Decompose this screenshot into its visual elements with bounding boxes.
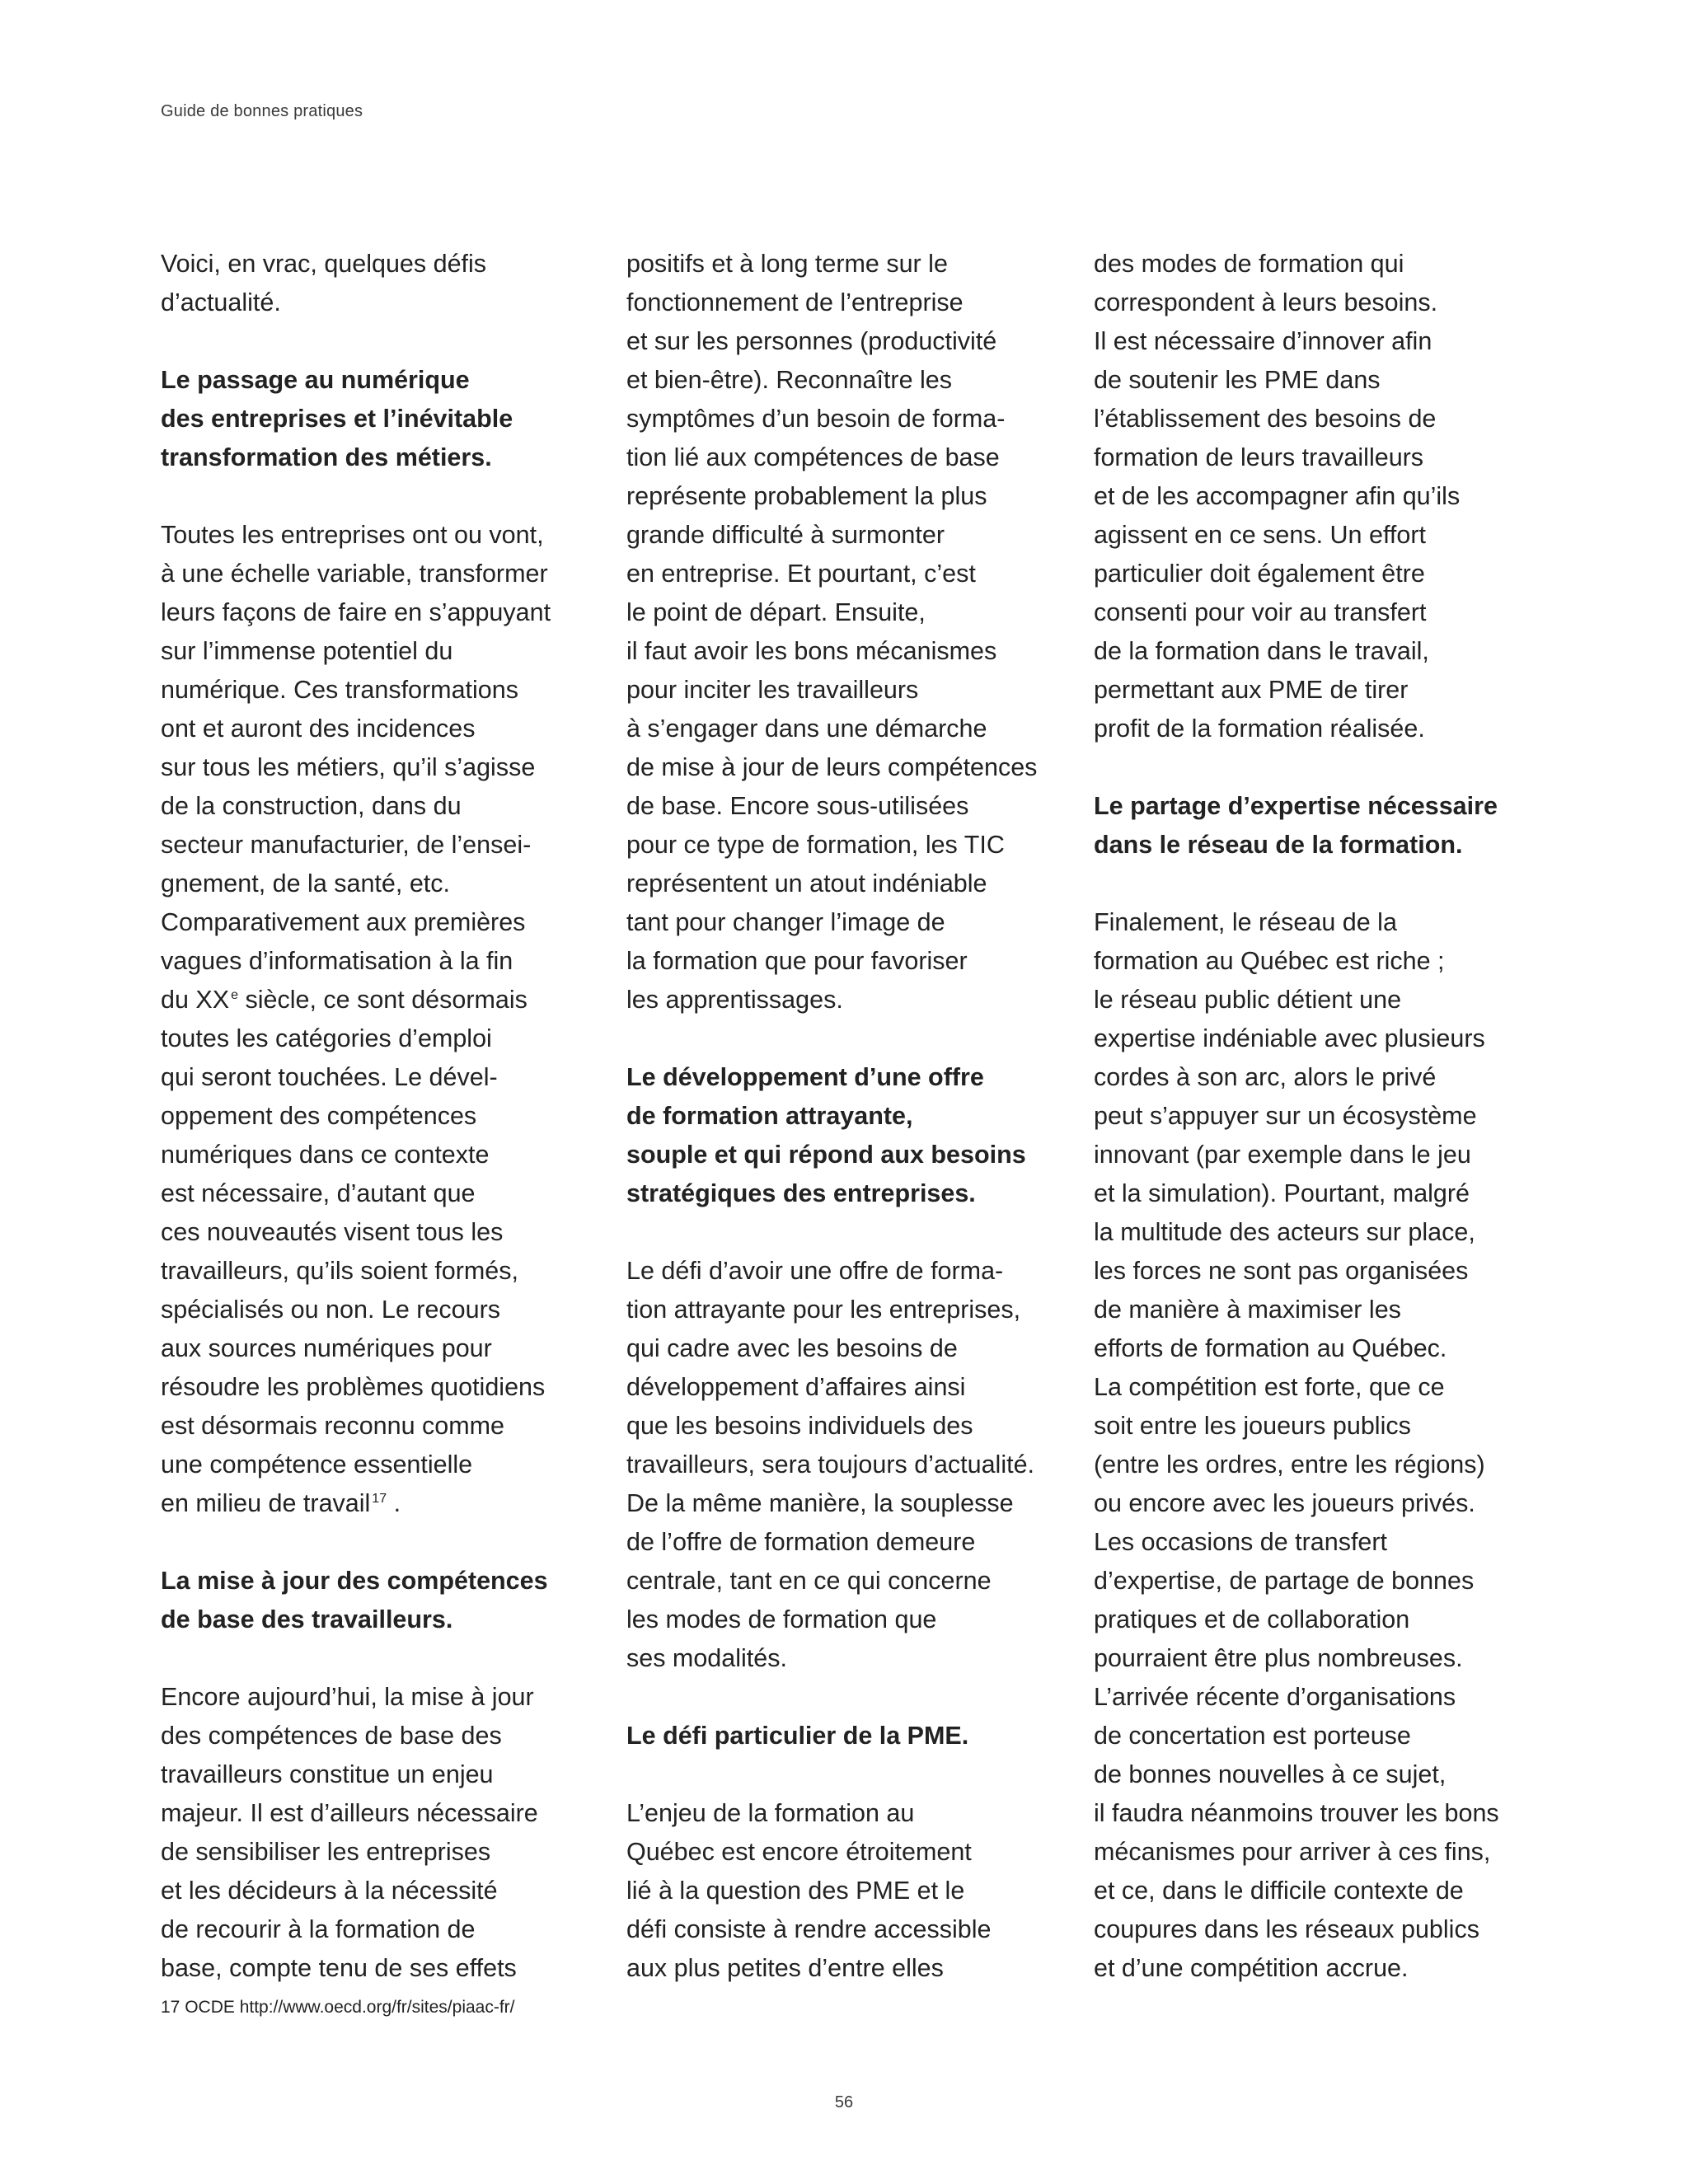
line-text: de bonnes nouvelles à ce sujet, [1094, 1760, 1447, 1788]
body-text-line [161, 865, 589, 903]
line-text: le réseau public détient une [1094, 986, 1402, 1014]
line-text: positifs et à long terme sur le [626, 250, 948, 278]
body-text-line [1094, 1368, 1522, 1407]
line-text: Le défi d’avoir une offre de forma- [626, 1257, 1004, 1285]
section-heading-line [1094, 787, 1522, 826]
footnote: 17 OCDE http://www.oecd.org/fr/sites/piaac-fr/ [161, 1998, 515, 2017]
line-text: centrale, tant en ce qui concerne [626, 1567, 992, 1595]
line-text: d’expertise, de partage de bonnes [1094, 1567, 1475, 1595]
line-text: est désormais reconnu comme [161, 1412, 505, 1440]
line-text: Encore aujourd’hui, la mise à jour [161, 1683, 534, 1711]
body-text-line [161, 1484, 589, 1523]
line-text: tion lié aux compétences de base [626, 443, 1000, 471]
line-text: ses modalités. [626, 1644, 787, 1672]
paragraph-gap [161, 322, 589, 361]
body-text-line [626, 516, 1055, 555]
line-text: pour ce type de formation, les TIC [626, 831, 1005, 859]
line-text: profit de la formation réalisée. [1094, 715, 1425, 743]
body-text-line [1094, 1058, 1522, 1097]
body-text-line [161, 1368, 589, 1407]
line-text: à une échelle variable, transformer [161, 560, 548, 588]
line-text: L’arrivée récente d’organisations [1094, 1683, 1456, 1711]
line-text: de base. Encore sous-utilisées [626, 792, 969, 820]
body-text-line [626, 710, 1055, 748]
line-text: des compétences de base des [161, 1722, 502, 1750]
body-text-line [1094, 516, 1522, 555]
body-text-line [1094, 632, 1522, 671]
body-text-line [626, 322, 1055, 361]
line-text: secteur manufacturier, de l’ensei- [161, 831, 532, 859]
line-text: de recourir à la formation de [161, 1915, 476, 1943]
line-text: mécanismes pour arriver à ces fins, [1094, 1838, 1491, 1866]
body-text-line [1094, 1291, 1522, 1329]
line-text: sur l’immense potentiel du [161, 637, 453, 665]
line-text: en milieu de travail [161, 1489, 371, 1517]
line-text: pratiques et de collaboration [1094, 1605, 1410, 1633]
line-text: Le défi particulier de la PME. [626, 1722, 969, 1750]
body-text-line [626, 1407, 1055, 1446]
line-text: cordes à son arc, alors le privé [1094, 1063, 1437, 1091]
line-text: agissent en ce sens. Un effort [1094, 521, 1426, 549]
line-text: L’enjeu de la formation au [626, 1799, 915, 1827]
body-text-line [161, 1174, 589, 1213]
paragraph-gap [626, 1755, 1055, 1794]
body-text-line [626, 865, 1055, 903]
body-text-line [1094, 1794, 1522, 1833]
body-text-line [161, 1910, 589, 1949]
line-text: particulier doit également être [1094, 560, 1425, 588]
body-text-line [1094, 361, 1522, 400]
line-text: travailleurs, qu’ils soient formés, [161, 1257, 518, 1285]
body-text-line [1094, 1601, 1522, 1639]
line-text: l’établissement des besoins de [1094, 405, 1437, 433]
body-text-line [1094, 671, 1522, 710]
body-text-line [1094, 438, 1522, 477]
paragraph-gap [626, 1213, 1055, 1252]
body-text-line [626, 981, 1055, 1019]
line-text: et la simulation). Pourtant, malgré [1094, 1179, 1470, 1207]
line-text: Comparativement aux premières [161, 908, 526, 936]
section-heading-line [161, 400, 589, 438]
body-text-line [1094, 1523, 1522, 1562]
line-text: les apprentissages. [626, 986, 843, 1014]
line-text: développement d’affaires ainsi [626, 1373, 966, 1401]
paragraph-gap [626, 1678, 1055, 1717]
line-text: Le partage d’expertise nécessaire [1094, 792, 1498, 820]
line-text: De la même manière, la souplesse [626, 1489, 1014, 1517]
line-text: lié à la question des PME et le [626, 1877, 965, 1905]
body-text-line [1094, 981, 1522, 1019]
text-column-3 [1094, 245, 1522, 1988]
body-text-line [626, 1872, 1055, 1910]
body-text-line [1094, 245, 1522, 284]
line-text: stratégiques des entreprises. [626, 1179, 976, 1207]
line-text: numériques dans ce contexte [161, 1141, 490, 1169]
line-text: Toutes les entreprises ont ou vont, [161, 521, 544, 549]
line-text: fonctionnement de l’entreprise [626, 288, 964, 316]
paragraph-gap [1094, 865, 1522, 903]
body-text-line [1094, 942, 1522, 981]
body-text-line [1094, 1639, 1522, 1678]
line-text: la formation que pour favoriser [626, 947, 968, 975]
line-text: aux plus petites d’entre elles [626, 1954, 944, 1982]
body-text-line [1094, 322, 1522, 361]
body-text-line [161, 748, 589, 787]
line-text: Le passage au numérique [161, 366, 470, 394]
line-text: et bien-être). Reconnaître les [626, 366, 953, 394]
section-heading-line [626, 1717, 1055, 1755]
line-text: qui seront touchées. Le dével- [161, 1063, 498, 1091]
body-text-line [161, 1097, 589, 1136]
superscript: 17 [372, 1491, 387, 1506]
body-text-line [626, 1639, 1055, 1678]
body-text-line [626, 1329, 1055, 1368]
line-text: ou encore avec les joueurs privés. [1094, 1489, 1475, 1517]
body-text-line [626, 1833, 1055, 1872]
line-text: ces nouveautés visent tous les [161, 1218, 504, 1246]
section-heading-line [626, 1097, 1055, 1136]
line-text: La mise à jour des compétences [161, 1567, 548, 1595]
line-text: pour inciter les travailleurs [626, 676, 919, 704]
line-text: de l’offre de formation demeure [626, 1528, 976, 1556]
line-text: Finalement, le réseau de la [1094, 908, 1397, 936]
body-text-line [161, 284, 589, 322]
line-text: et de les accompagner afin qu’ils [1094, 482, 1461, 510]
body-text-line [1094, 1446, 1522, 1484]
body-text-line [161, 710, 589, 748]
body-text-line [1094, 284, 1522, 322]
line-text: dans le réseau de la formation. [1094, 831, 1463, 859]
line-text: représentent un atout indéniable [626, 869, 987, 898]
line-text: correspondent à leurs besoins. [1094, 288, 1438, 316]
line-text: soit entre les joueurs publics [1094, 1412, 1411, 1440]
line-text: expertise indéniable avec plusieurs [1094, 1024, 1485, 1052]
line-text: et ce, dans le difficile contexte de [1094, 1877, 1464, 1905]
line-text: de concertation est porteuse [1094, 1722, 1411, 1750]
line-text: du XX [161, 986, 230, 1014]
line-text: de base des travailleurs. [161, 1605, 453, 1633]
line-text: est nécessaire, d’autant que [161, 1179, 476, 1207]
body-text-line [161, 632, 589, 671]
body-text-line [626, 1949, 1055, 1988]
line-text: majeur. Il est d’ailleurs nécessaire [161, 1799, 538, 1827]
body-text-line [626, 593, 1055, 632]
line-text: grande difficulté à surmonter [626, 521, 945, 549]
body-text-line [1094, 1019, 1522, 1058]
body-text-line [626, 400, 1055, 438]
body-text-line [161, 245, 589, 284]
line-text: qui cadre avec les besoins de [626, 1334, 958, 1362]
body-text-line [626, 826, 1055, 865]
line-text: représente probablement la plus [626, 482, 987, 510]
body-text-line [1094, 1329, 1522, 1368]
body-text-line [626, 942, 1055, 981]
body-text-line [626, 245, 1055, 284]
body-text-line [1094, 1949, 1522, 1988]
line-text: le point de départ. Ensuite, [626, 598, 926, 626]
line-text: consenti pour voir au transfert [1094, 598, 1427, 626]
line-text: formation de leurs travailleurs [1094, 443, 1424, 471]
body-text-line [626, 1910, 1055, 1949]
body-text-line [1094, 555, 1522, 593]
body-text-line [1094, 1717, 1522, 1755]
body-text-line [161, 1058, 589, 1097]
line-text: vagues d’informatisation à la fin [161, 947, 513, 975]
line-text: souple et qui répond aux besoins [626, 1141, 1026, 1169]
body-text-line [161, 981, 589, 1019]
paragraph-gap [161, 477, 589, 516]
line-text: toutes les catégories d’emploi [161, 1024, 492, 1052]
body-text-line [161, 1833, 589, 1872]
section-heading-line [626, 1174, 1055, 1213]
body-text-line [161, 1291, 589, 1329]
body-text-line [626, 632, 1055, 671]
body-text-line [161, 1949, 589, 1988]
line-text: de sensibiliser les entreprises [161, 1838, 491, 1866]
line-text: Voici, en vrac, quelques défis [161, 250, 487, 278]
line-text: tion attrayante pour les entreprises, [626, 1296, 1021, 1324]
line-text: à s’engager dans une démarche [626, 715, 987, 743]
line-text: une compétence essentielle [161, 1451, 473, 1479]
line-text: les forces ne sont pas organisées [1094, 1257, 1469, 1285]
body-text-line [161, 671, 589, 710]
body-text-line [161, 593, 589, 632]
body-text-line [161, 1717, 589, 1755]
body-text-line [161, 555, 589, 593]
body-text-line [1094, 1407, 1522, 1446]
section-heading-line [626, 1136, 1055, 1174]
section-heading-line [161, 361, 589, 400]
line-text: résoudre les problèmes quotidiens [161, 1373, 546, 1401]
superscript: e [231, 987, 238, 1002]
body-text-line [161, 1329, 589, 1368]
line-text: de la formation dans le travail, [1094, 637, 1429, 665]
line-text: La compétition est forte, que ce [1094, 1373, 1445, 1401]
body-text-line [161, 942, 589, 981]
line-text: ont et auront des incidences [161, 715, 476, 743]
body-text-line [161, 1872, 589, 1910]
line-text: symptômes d’un besoin de forma- [626, 405, 1006, 433]
body-text-line [1094, 903, 1522, 942]
line-text: et sur les personnes (productivité [626, 327, 997, 355]
body-text-line [1094, 477, 1522, 516]
line-text: spécialisés ou non. Le recours [161, 1296, 500, 1324]
line-text: la multitude des acteurs sur place, [1094, 1218, 1475, 1246]
body-text-line [161, 1019, 589, 1058]
line-text: efforts de formation au Québec. [1094, 1334, 1447, 1362]
body-text-line [161, 1794, 589, 1833]
section-heading-line [626, 1058, 1055, 1097]
body-text-line [1094, 1872, 1522, 1910]
body-text-line [161, 516, 589, 555]
line-text: Les occasions de transfert [1094, 1528, 1388, 1556]
text-column-1 [161, 245, 589, 1988]
body-text-line [626, 477, 1055, 516]
body-text-line [626, 438, 1055, 477]
line-text: Il est nécessaire d’innover afin [1094, 327, 1432, 355]
line-text: et les décideurs à la nécessité [161, 1877, 498, 1905]
body-text-line [626, 1446, 1055, 1484]
line-text: coupures dans les réseaux publics [1094, 1915, 1479, 1943]
body-text-line [626, 1562, 1055, 1601]
body-text-line [626, 1291, 1055, 1329]
page-number: 56 [834, 2093, 854, 2111]
line-text: de formation attrayante, [626, 1102, 913, 1130]
line-text: aux sources numériques pour [161, 1334, 492, 1362]
body-text-line [626, 671, 1055, 710]
line-text: base, compte tenu de ses effets [161, 1954, 517, 1982]
body-text-line [161, 1446, 589, 1484]
line-text: leurs façons de faire en s’appuyant [161, 598, 551, 626]
body-text-line [161, 1252, 589, 1291]
paragraph-gap [626, 1019, 1055, 1058]
section-heading-line [161, 438, 589, 477]
line-text: de mise à jour de leurs compétences [626, 753, 1038, 781]
body-text-line [161, 826, 589, 865]
body-text-line [1094, 1136, 1522, 1174]
line-text: peut s’appuyer sur un écosystème [1094, 1102, 1477, 1130]
line-text: de la construction, dans du [161, 792, 462, 820]
line-text: de soutenir les PME dans [1094, 366, 1381, 394]
body-text-line [1094, 1174, 1522, 1213]
line-text-continued: . [387, 1489, 401, 1517]
body-text-line [626, 748, 1055, 787]
body-text-line [1094, 1213, 1522, 1252]
line-text: innovant (par exemple dans le jeu [1094, 1141, 1471, 1169]
body-text-line [626, 787, 1055, 826]
line-text: que les besoins individuels des [626, 1412, 973, 1440]
body-text-line [1094, 1833, 1522, 1872]
line-text: défi consiste à rendre accessible [626, 1915, 992, 1943]
body-text-line [626, 1252, 1055, 1291]
section-heading-line [161, 1562, 589, 1601]
body-text-line [1094, 1562, 1522, 1601]
line-text: Le développement d’une offre [626, 1063, 984, 1091]
body-text-line [626, 1523, 1055, 1562]
line-text: des modes de formation qui [1094, 250, 1404, 278]
line-text: (entre les ordres, entre les régions) [1094, 1451, 1485, 1479]
line-text: gnement, de la santé, etc. [161, 869, 450, 898]
line-text: permettant aux PME de tirer [1094, 676, 1409, 704]
line-text: et d’une compétition accrue. [1094, 1954, 1409, 1982]
line-text: travailleurs constitue un enjeu [161, 1760, 494, 1788]
body-text-line [626, 1601, 1055, 1639]
body-text-line [626, 1368, 1055, 1407]
line-text: oppement des compétences [161, 1102, 477, 1130]
line-text: numérique. Ces transformations [161, 676, 518, 704]
body-text-line [161, 1213, 589, 1252]
line-text: il faut avoir les bons mécanismes [626, 637, 997, 665]
line-text: de manière à maximiser les [1094, 1296, 1401, 1324]
body-text-line [161, 1755, 589, 1794]
paragraph-gap [1094, 748, 1522, 787]
line-text: des entreprises et l’inévitable [161, 405, 513, 433]
body-text-line [626, 903, 1055, 942]
body-text-line [161, 1136, 589, 1174]
line-text: d’actualité. [161, 288, 281, 316]
body-text-line [1094, 1252, 1522, 1291]
section-heading-line [1094, 826, 1522, 865]
body-text-line [1094, 710, 1522, 748]
line-text: les modes de formation que [626, 1605, 937, 1633]
line-text: il faudra néanmoins trouver les bons [1094, 1799, 1499, 1827]
running-header: Guide de bonnes pratiques [161, 102, 363, 120]
body-text-line [1094, 1755, 1522, 1794]
body-text-line [626, 555, 1055, 593]
body-text-line [161, 903, 589, 942]
line-text: transformation des métiers. [161, 443, 492, 471]
section-heading-line [161, 1601, 589, 1639]
body-text-line [1094, 1484, 1522, 1523]
body-text-line [1094, 1097, 1522, 1136]
body-text-line [626, 1794, 1055, 1833]
line-text: travailleurs, sera toujours d’actualité. [626, 1451, 1035, 1479]
body-text-line [1094, 1910, 1522, 1949]
paragraph-gap [161, 1523, 589, 1562]
body-text-line [161, 1407, 589, 1446]
paragraph-gap [161, 1639, 589, 1678]
body-text-line [161, 1678, 589, 1717]
text-column-2 [626, 245, 1055, 1988]
line-text-continued: siècle, ce sont désormais [238, 986, 528, 1014]
body-text-line [1094, 400, 1522, 438]
line-text: formation au Québec est riche ; [1094, 947, 1445, 975]
body-text-line [1094, 593, 1522, 632]
line-text: pourraient être plus nombreuses. [1094, 1644, 1463, 1672]
line-text: sur tous les métiers, qu’il s’agisse [161, 753, 536, 781]
line-text: tant pour changer l’image de [626, 908, 945, 936]
body-text-line [1094, 1678, 1522, 1717]
body-text-line [626, 361, 1055, 400]
body-text-line [161, 787, 589, 826]
body-text-line [626, 284, 1055, 322]
line-text: Québec est encore étroitement [626, 1838, 972, 1866]
line-text: en entreprise. Et pourtant, c’est [626, 560, 976, 588]
body-text-line [626, 1484, 1055, 1523]
